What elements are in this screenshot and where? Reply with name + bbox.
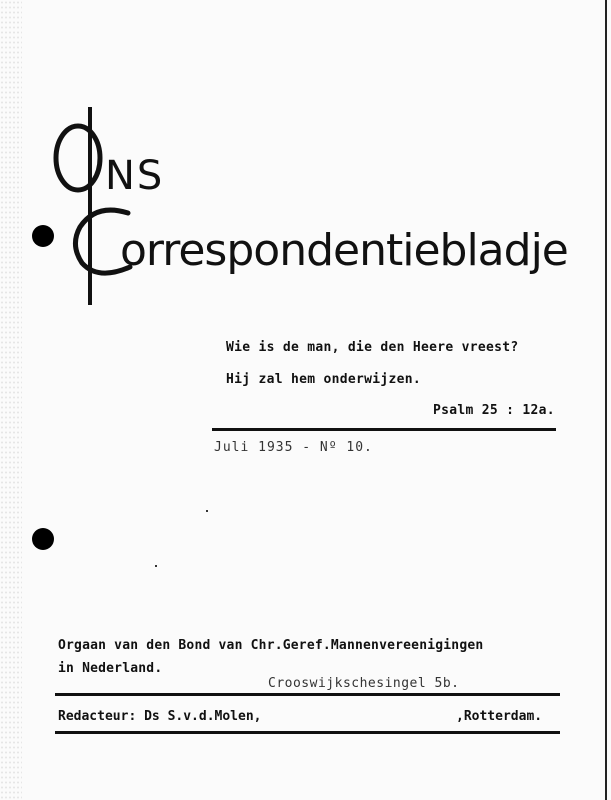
speck bbox=[155, 565, 157, 567]
issue-date-number: Juli 1935 - Nº 10. bbox=[214, 440, 373, 455]
punch-hole-bottom bbox=[32, 528, 54, 550]
page-edge-border bbox=[605, 0, 607, 800]
motto-reference: Psalm 25 : 12a. bbox=[433, 403, 555, 418]
motto-divider bbox=[212, 428, 556, 431]
editor-label: Redacteur: Ds S.v.d.Molen, bbox=[58, 709, 262, 724]
footer-rule-bottom bbox=[55, 731, 560, 734]
editor-city: ,Rotterdam. bbox=[456, 709, 543, 724]
motto-line1: Wie is de man, die den Heere vreest? bbox=[226, 340, 519, 355]
organ-line1: Orgaan van den Bond van Chr.Geref.Mannenvereenigingen bbox=[58, 638, 484, 653]
editor-address: Crooswijkschesingel 5b. bbox=[268, 676, 460, 691]
masthead-o-ring bbox=[56, 126, 100, 190]
masthead-line2-rest: orrespondentiebladje bbox=[120, 225, 568, 276]
masthead-line1-rest: NS bbox=[105, 153, 165, 199]
masthead-title bbox=[50, 105, 570, 315]
footer-rule-top bbox=[55, 693, 560, 696]
organ-line2: in Nederland. bbox=[58, 661, 163, 676]
scan-speckle bbox=[0, 0, 22, 800]
motto-line2: Hij zal hem onderwijzen. bbox=[226, 372, 422, 387]
speck bbox=[206, 510, 208, 512]
